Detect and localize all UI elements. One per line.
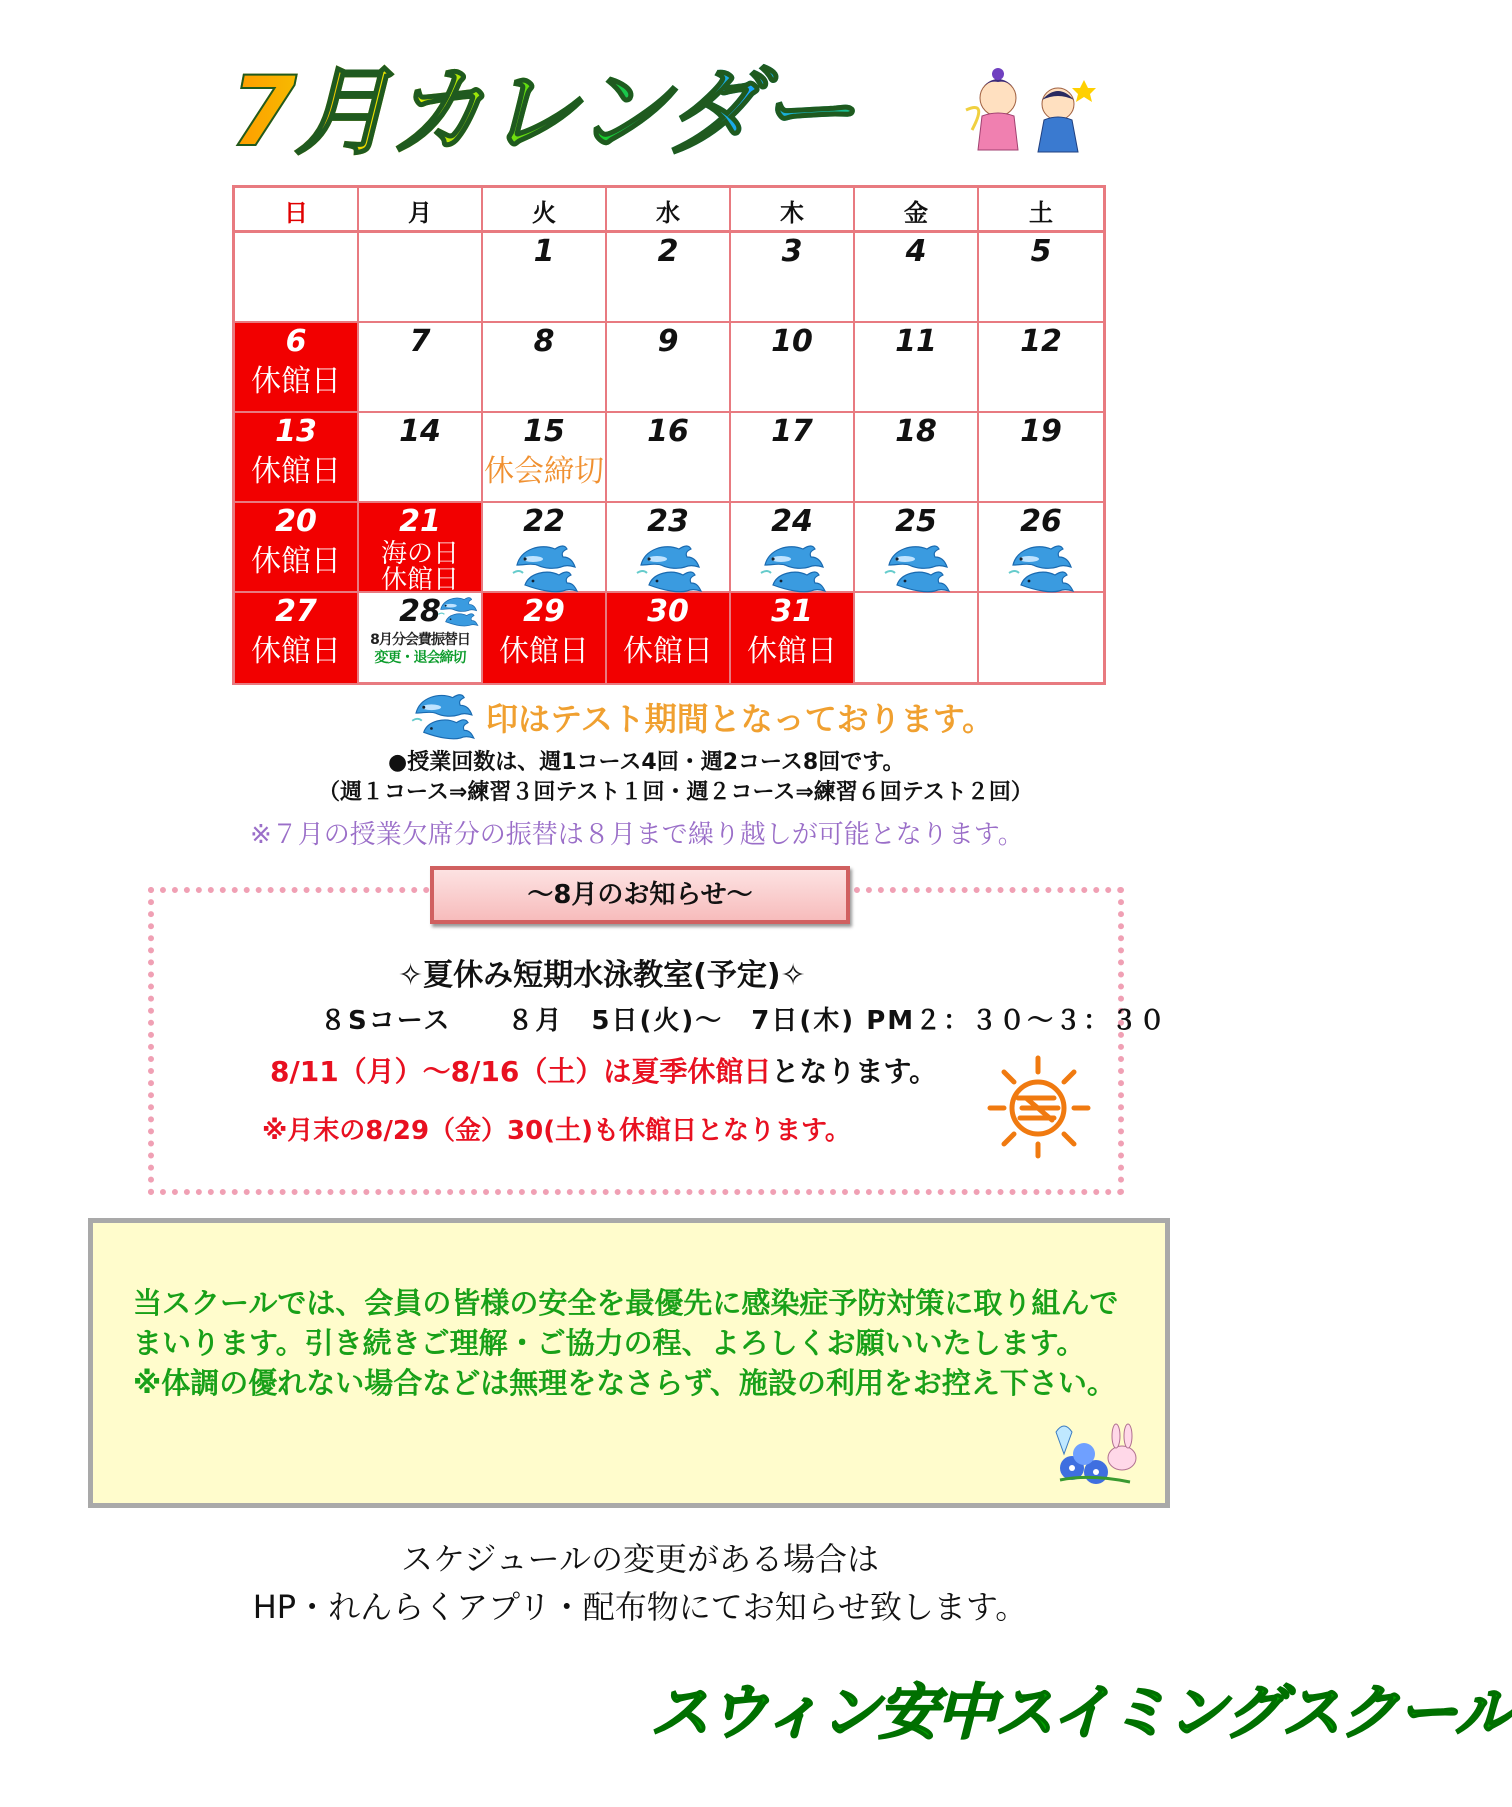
day-number: 16 xyxy=(647,414,689,449)
summer-class-title: ✧夏休み短期水泳教室(予定)✧ xyxy=(398,958,806,993)
calendar-week-row xyxy=(235,413,1103,503)
closed-day-note: 休館日 xyxy=(623,634,713,669)
day-cell-6 xyxy=(235,323,359,413)
day-number: 3 xyxy=(781,234,803,269)
calendar-week-row xyxy=(235,593,1103,683)
day-number: 4 xyxy=(905,234,927,269)
day-number: 15 xyxy=(523,414,565,449)
morning-glory-rabbit-icon xyxy=(1050,1418,1150,1488)
day-cell-3 xyxy=(731,233,855,323)
makeup-lesson-note: ※７月の授業欠席分の振替は８月まで繰り越しが可能となります。 xyxy=(250,820,1024,850)
lesson-count-note: ●授業回数は、週1コース4回・週2コース8回です。 xyxy=(388,750,905,775)
day-cell-5 xyxy=(979,233,1103,323)
day-number: 18 xyxy=(895,414,937,449)
page-title: 7月カレンダー xyxy=(230,52,950,172)
infection-control-notice xyxy=(88,1218,1170,1508)
change-withdraw-deadline-note: 変更・退会締切 xyxy=(374,650,466,666)
day-number: 19 xyxy=(1020,414,1062,449)
day-number: 7 xyxy=(409,324,431,359)
day-cell-17 xyxy=(731,413,855,503)
fee-transfer-note: 8月分会費振替日 xyxy=(370,632,470,648)
weekday-wednesday: 水 xyxy=(607,188,731,233)
day-number: 20 xyxy=(275,504,317,539)
day-number: 29 xyxy=(523,594,565,629)
day-cell-24 xyxy=(731,503,855,593)
summer-closure-suffix: となります。 xyxy=(771,1055,938,1088)
empty-day-cell xyxy=(235,233,359,323)
day-cell-23 xyxy=(607,503,731,593)
summer-closure-note xyxy=(270,1050,937,1090)
day-number: 8 xyxy=(533,324,555,359)
day-number: 26 xyxy=(1020,504,1062,539)
day-cell-7 xyxy=(359,323,483,413)
page-title-area xyxy=(230,52,950,172)
day-cell-14 xyxy=(359,413,483,503)
day-cell-10 xyxy=(731,323,855,413)
dolphin-test-icon xyxy=(635,539,703,593)
day-cell-30 xyxy=(607,593,731,683)
dolphin-test-icon xyxy=(883,539,951,593)
day-cell-8 xyxy=(483,323,607,413)
notice-line-2: まいります。引き続きご理解・ご協力の程、よろしくお願いいたします。 xyxy=(133,1326,1086,1360)
sun-icon xyxy=(982,1050,1094,1162)
weekday-saturday: 土 xyxy=(979,188,1103,233)
closed-day-note: 休館日 xyxy=(251,634,341,669)
calendar-grid xyxy=(232,185,1106,685)
day-number: 2 xyxy=(657,234,679,269)
day-number: 10 xyxy=(771,324,813,359)
notice-line-3: ※体調の優れない場合などは無理をなさらず、施設の利用をお控え下さい。 xyxy=(133,1366,1116,1400)
month-end-closure-note: ※月末の8/29（金）30(土)も休館日となります。 xyxy=(262,1116,851,1146)
day-cell-18 xyxy=(855,413,979,503)
leave-deadline-note: 休会締切 xyxy=(484,454,604,489)
day-number: 30 xyxy=(647,594,689,629)
day-cell-22 xyxy=(483,503,607,593)
summer-class-schedule: ８Sコース ８月 5日(火)～ 7日(木) PM２：３０～３：３０ xyxy=(320,1006,1168,1036)
day-cell-16 xyxy=(607,413,731,503)
day-number: 13 xyxy=(275,414,317,449)
empty-day-cell xyxy=(359,233,483,323)
empty-day-cell xyxy=(979,593,1103,683)
day-cell-2 xyxy=(607,233,731,323)
closed-day-note: 休館日 xyxy=(251,544,341,579)
closed-day-note: 海の日 xyxy=(380,539,459,569)
closed-day-note: 休館日 xyxy=(251,364,341,399)
day-cell-29 xyxy=(483,593,607,683)
day-number: 9 xyxy=(657,324,679,359)
day-number: 31 xyxy=(771,594,813,629)
day-number: 11 xyxy=(895,324,937,359)
day-number: 24 xyxy=(771,504,813,539)
weekday-friday: 金 xyxy=(855,188,979,233)
day-cell-13 xyxy=(235,413,359,503)
tanabata-couple-icon xyxy=(958,60,1108,160)
day-number: 27 xyxy=(275,594,317,629)
weekday-monday: 月 xyxy=(359,188,483,233)
dolphin-test-icon xyxy=(511,539,579,593)
day-number: 14 xyxy=(399,414,441,449)
day-cell-15 xyxy=(483,413,607,503)
day-number: 23 xyxy=(647,504,689,539)
day-cell-25 xyxy=(855,503,979,593)
day-cell-20 xyxy=(235,503,359,593)
dolphin-test-icon xyxy=(1007,539,1075,593)
day-number: 12 xyxy=(1020,324,1062,359)
weekday-header-row xyxy=(235,188,1103,233)
day-cell-12 xyxy=(979,323,1103,413)
dolphin-test-icon xyxy=(437,593,479,627)
day-number: 25 xyxy=(895,504,937,539)
august-notice-heading: ～8月のお知らせ～ xyxy=(430,866,850,924)
lesson-detail-note: （週１コース⇒練習３回テスト１回・週２コース⇒練習６回テスト２回） xyxy=(318,780,1033,805)
day-cell-31 xyxy=(731,593,855,683)
calendar-week-row xyxy=(235,233,1103,323)
day-cell-4 xyxy=(855,233,979,323)
day-number: 22 xyxy=(523,504,565,539)
calendar-week-row xyxy=(235,503,1103,593)
weekday-tuesday: 火 xyxy=(483,188,607,233)
closed-day-note: 休館日 xyxy=(251,454,341,489)
day-cell-26 xyxy=(979,503,1103,593)
day-number: 21 xyxy=(399,504,441,539)
tanabata-illustration xyxy=(958,60,1108,160)
day-number: 17 xyxy=(771,414,813,449)
closed-day-note: 休館日 xyxy=(747,634,837,669)
day-cell-28 xyxy=(359,593,483,683)
dolphin-icon xyxy=(410,688,476,740)
weekday-thursday: 木 xyxy=(731,188,855,233)
weekday-sunday: 日 xyxy=(235,188,359,233)
day-cell-19 xyxy=(979,413,1103,503)
notification-channels-note: HP・れんらくアプリ・配布物にてお知らせ致します。 xyxy=(252,1588,1028,1626)
dolphin-test-icon xyxy=(759,539,827,593)
closed-day-note: 休館日 xyxy=(380,565,459,595)
day-number: 6 xyxy=(285,324,307,359)
test-period-legend: 印はテスト期間となっております。 xyxy=(486,700,995,738)
schedule-change-note: スケジュールの変更がある場合は xyxy=(400,1540,880,1578)
empty-day-cell xyxy=(855,593,979,683)
day-number: 1 xyxy=(533,234,555,269)
day-cell-27 xyxy=(235,593,359,683)
day-number: 28 xyxy=(399,594,441,629)
calendar-week-row xyxy=(235,323,1103,413)
day-cell-1 xyxy=(483,233,607,323)
august-notice-box xyxy=(148,887,1124,1195)
closed-day-note: 休館日 xyxy=(499,634,589,669)
school-name: スウィン安中スイミングスクール xyxy=(650,1678,1512,1748)
day-cell-21 xyxy=(359,503,483,593)
day-number: 5 xyxy=(1030,234,1052,269)
day-cell-11 xyxy=(855,323,979,413)
summer-closure-dates: 8/11（月）～8/16（土）は夏季休館日 xyxy=(270,1055,772,1088)
day-cell-9 xyxy=(607,323,731,413)
notice-line-1: 当スクールでは、会員の皆様の安全を最優先に感染症予防対策に取り組んで xyxy=(133,1286,1119,1320)
